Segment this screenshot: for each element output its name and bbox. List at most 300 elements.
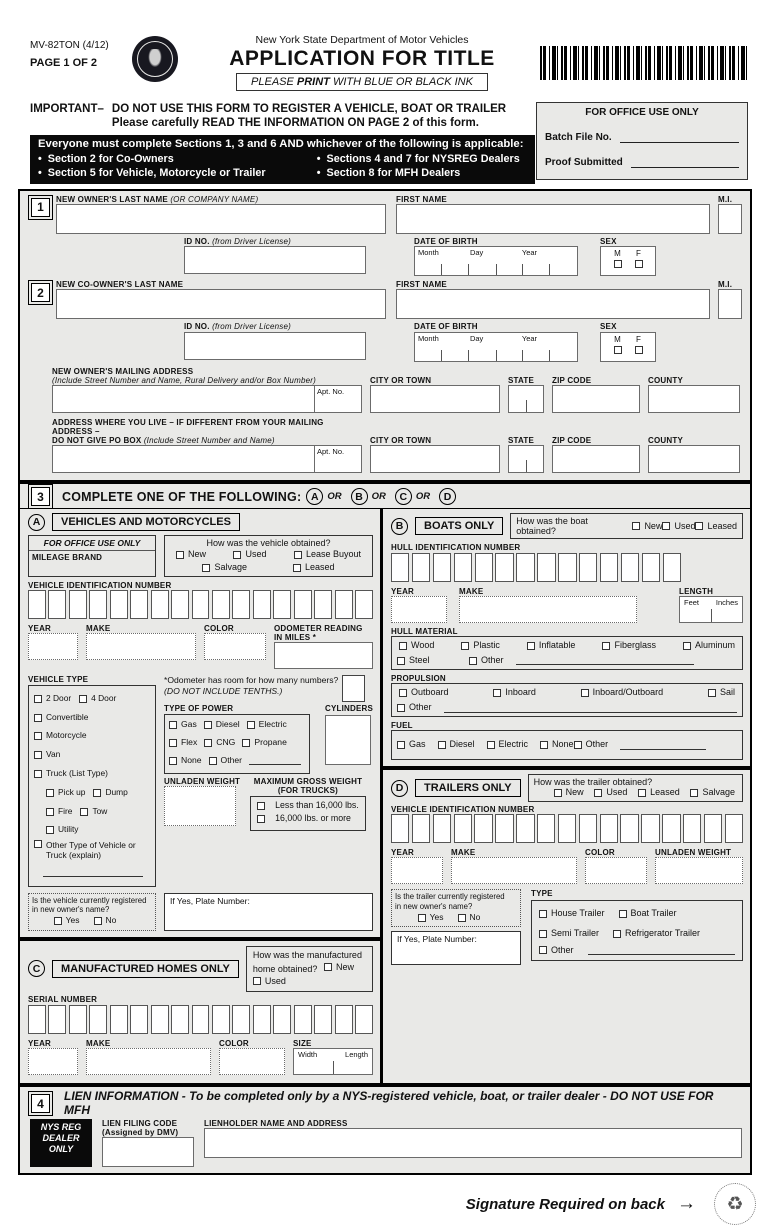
- unladen-weight-field[interactable]: [164, 786, 236, 826]
- checkbox[interactable]: [80, 808, 88, 816]
- mailing-zip-field[interactable]: [552, 385, 640, 413]
- checkbox[interactable]: [202, 564, 210, 572]
- propulsion-other-line[interactable]: [444, 704, 737, 713]
- char-cell[interactable]: [294, 1005, 312, 1034]
- checkbox-option[interactable]: [527, 640, 576, 652]
- checkbox-option[interactable]: [418, 912, 444, 923]
- char-cell[interactable]: [28, 590, 46, 619]
- char-cell[interactable]: [725, 814, 743, 843]
- char-cell[interactable]: [620, 814, 638, 843]
- char-cell[interactable]: [537, 553, 555, 582]
- checkbox-option[interactable]: [46, 806, 72, 817]
- char-cell[interactable]: [253, 1005, 271, 1034]
- lien-filing-code-field[interactable]: [102, 1137, 194, 1167]
- char-cell[interactable]: [232, 1005, 250, 1034]
- checkbox-option[interactable]: [594, 787, 627, 799]
- checkbox[interactable]: [209, 757, 217, 765]
- char-cell[interactable]: [474, 814, 492, 843]
- trailer-vin-label: VEHICLE IDENTIFICATION NUMBER: [391, 804, 535, 814]
- char-cell[interactable]: [130, 590, 148, 619]
- char-cell[interactable]: [110, 1005, 128, 1034]
- checkbox-option[interactable]: [54, 915, 80, 926]
- checkbox-option[interactable]: [695, 521, 737, 533]
- checkbox-label: Electric: [258, 718, 287, 729]
- checkbox-option[interactable]: [204, 737, 235, 748]
- checkbox[interactable]: [708, 689, 716, 697]
- checkbox[interactable]: [294, 551, 302, 559]
- checkbox[interactable]: [257, 815, 265, 823]
- mailing-address-field[interactable]: [52, 385, 314, 413]
- checkbox[interactable]: [632, 522, 640, 530]
- make-label: MAKE: [86, 624, 111, 633]
- owner-dob-field[interactable]: [414, 246, 578, 276]
- checkbox[interactable]: [602, 642, 610, 650]
- checkbox[interactable]: [638, 789, 646, 797]
- char-cell[interactable]: [335, 590, 353, 619]
- trailer-type-other-line[interactable]: [588, 946, 735, 955]
- sex-m-checkbox[interactable]: [614, 346, 622, 354]
- fuel-other-option[interactable]: Other: [574, 739, 609, 751]
- char-cell[interactable]: [662, 814, 680, 843]
- char-cell[interactable]: [558, 814, 576, 843]
- checkbox-label: New: [188, 549, 207, 560]
- checkbox-option[interactable]: [581, 687, 664, 699]
- hull-other-option[interactable]: Other: [469, 655, 504, 667]
- checkbox-option[interactable]: [169, 755, 202, 766]
- checkbox[interactable]: [397, 741, 405, 749]
- fuel-other-line[interactable]: [620, 741, 706, 750]
- bullet-icon: •: [38, 166, 42, 179]
- checkbox[interactable]: [94, 917, 102, 925]
- char-cell[interactable]: [89, 590, 107, 619]
- char-cell[interactable]: [48, 1005, 66, 1034]
- owner-id-field[interactable]: [184, 246, 366, 274]
- checkbox[interactable]: [46, 808, 54, 816]
- mileage-brand-label: MILEAGE BRAND: [32, 553, 103, 563]
- sex-m-checkbox[interactable]: [614, 260, 622, 268]
- mailing-county-field[interactable]: [648, 385, 740, 413]
- char-cell[interactable]: [495, 814, 513, 843]
- lienholder-field[interactable]: [204, 1128, 742, 1158]
- checkbox[interactable]: [169, 721, 177, 729]
- section-c-letter: C: [28, 960, 45, 977]
- checkbox[interactable]: [399, 642, 407, 650]
- mfh-color-field[interactable]: [219, 1048, 285, 1075]
- checkbox[interactable]: [79, 695, 87, 703]
- char-cell[interactable]: [600, 814, 618, 843]
- owner-sex-label: SEX: [600, 236, 617, 246]
- checkbox-option[interactable]: [397, 655, 430, 667]
- checkbox[interactable]: [527, 642, 535, 650]
- propulsion-box: [391, 683, 743, 717]
- cylinders-field[interactable]: [325, 715, 371, 765]
- mileage-office-label: FOR OFFICE USE ONLY: [29, 536, 155, 551]
- dob-year-label: Year: [521, 333, 538, 343]
- checkbox[interactable]: [242, 739, 250, 747]
- checkbox[interactable]: [613, 930, 621, 938]
- mailing-city-field[interactable]: [370, 385, 500, 413]
- char-cell[interactable]: [412, 553, 430, 582]
- checkbox-option[interactable]: [34, 712, 88, 723]
- trailer-color-field[interactable]: [585, 857, 647, 884]
- checkbox[interactable]: [93, 789, 101, 797]
- checkbox[interactable]: [34, 770, 42, 778]
- checkbox-label: Pick up: [58, 787, 86, 798]
- max-gross-label: MAXIMUM GROSS WEIGHT (FOR TRUCKS): [253, 776, 363, 795]
- char-cell[interactable]: [130, 1005, 148, 1034]
- checkbox-label: Steel: [409, 654, 430, 665]
- or-label: OR: [415, 491, 431, 503]
- char-cell[interactable]: [579, 553, 597, 582]
- checkbox-option[interactable]: [487, 739, 529, 751]
- checkbox-option[interactable]: [80, 806, 107, 817]
- checkbox-option[interactable]: [46, 787, 85, 798]
- trailer-vin-cells: [391, 814, 743, 843]
- char-cell[interactable]: [537, 814, 555, 843]
- checkbox[interactable]: [257, 802, 265, 810]
- checkbox-option[interactable]: [257, 813, 359, 824]
- checkbox[interactable]: [169, 757, 177, 765]
- nys-seal-icon: [132, 36, 178, 82]
- mfh-make-field[interactable]: [86, 1048, 211, 1075]
- trailer-year-field[interactable]: [391, 857, 443, 884]
- char-cell[interactable]: [579, 814, 597, 843]
- checkbox-option[interactable]: [438, 739, 475, 751]
- residence-address-field[interactable]: [52, 445, 314, 473]
- checkbox-option[interactable]: [34, 730, 87, 741]
- zip-label: ZIP CODE: [552, 436, 592, 446]
- checkbox[interactable]: [539, 946, 547, 954]
- checkbox-option[interactable]: [294, 549, 361, 561]
- checkbox-option[interactable]: [632, 521, 662, 533]
- checkbox-label: Motorcycle: [46, 730, 87, 741]
- char-cell[interactable]: [192, 590, 210, 619]
- checkbox-option[interactable]: [690, 787, 735, 799]
- checkbox-option[interactable]: [247, 719, 287, 730]
- vehicle-color-field[interactable]: [204, 633, 266, 660]
- checkbox-option[interactable]: [602, 640, 656, 652]
- length-inches-label: Inches: [715, 597, 738, 607]
- checkbox-option[interactable]: [34, 693, 71, 704]
- char-cell[interactable]: [495, 553, 513, 582]
- checkbox-option[interactable]: [202, 562, 247, 574]
- checkbox[interactable]: [34, 695, 42, 703]
- coowner-id-field[interactable]: [184, 332, 366, 360]
- checkbox-option[interactable]: [397, 739, 426, 751]
- vehicle-year-field[interactable]: [28, 633, 78, 660]
- coowner-mi-field[interactable]: [718, 289, 742, 319]
- residence-city-field[interactable]: [370, 445, 500, 473]
- checkbox[interactable]: [34, 751, 42, 759]
- checkbox-option[interactable]: [93, 787, 127, 798]
- checkbox-option[interactable]: [540, 739, 574, 751]
- checkbox-label: Used: [264, 975, 286, 986]
- residence-county-field[interactable]: [648, 445, 740, 473]
- checkbox-option[interactable]: [233, 549, 266, 561]
- checkbox[interactable]: [34, 714, 42, 722]
- checkbox-option[interactable]: [619, 908, 677, 920]
- sex-f-checkbox[interactable]: [635, 346, 643, 354]
- checkbox[interactable]: [169, 739, 177, 747]
- owner-first-name-field[interactable]: [396, 204, 710, 234]
- char-cell[interactable]: [412, 814, 430, 843]
- checkbox[interactable]: [438, 741, 446, 749]
- checkbox-label: Lease Buyout: [305, 549, 361, 560]
- barcode: [540, 46, 748, 80]
- checkbox-option[interactable]: [539, 908, 605, 920]
- char-cell[interactable]: [294, 590, 312, 619]
- checkbox[interactable]: [293, 564, 301, 572]
- char-cell[interactable]: [516, 814, 534, 843]
- power-row: [169, 716, 305, 734]
- checkbox-option[interactable]: [613, 928, 700, 940]
- owner-id-label: ID NO. (from Driver License): [184, 236, 291, 246]
- char-cell[interactable]: [48, 590, 66, 619]
- trailer-make-field[interactable]: [451, 857, 577, 884]
- checkbox[interactable]: [397, 704, 405, 712]
- checkbox-label: Inboard/Outboard: [592, 686, 664, 697]
- proof-submitted-label: Proof Submitted: [545, 157, 623, 168]
- vehicle-obtained-question: How was the vehicle obtained?: [206, 538, 331, 549]
- checkbox[interactable]: [46, 826, 54, 834]
- checkbox-option[interactable]: [46, 824, 78, 835]
- checkbox-label: New: [335, 961, 354, 972]
- char-cell[interactable]: [641, 814, 659, 843]
- char-cell[interactable]: [28, 1005, 46, 1034]
- mailing-state-field[interactable]: [508, 385, 544, 413]
- checkbox[interactable]: [458, 914, 466, 922]
- char-cell[interactable]: [516, 553, 534, 582]
- checkbox-option[interactable]: [169, 737, 197, 748]
- checkbox-option[interactable]: [176, 549, 206, 561]
- checkbox[interactable]: [233, 551, 241, 559]
- char-cell[interactable]: [621, 553, 639, 582]
- checkbox-option[interactable]: [79, 693, 116, 704]
- power-other-option[interactable]: Other: [209, 755, 243, 766]
- char-cell[interactable]: [683, 814, 701, 843]
- propulsion-other-option[interactable]: Other: [397, 702, 432, 714]
- checkbox[interactable]: [34, 840, 42, 848]
- char-cell[interactable]: [89, 1005, 107, 1034]
- char-cell[interactable]: [69, 1005, 87, 1034]
- checkbox-option[interactable]: [34, 768, 108, 779]
- checkbox[interactable]: [493, 689, 501, 697]
- section-b-letter: B: [391, 518, 408, 535]
- checkbox[interactable]: [594, 789, 602, 797]
- checkbox-option[interactable]: [683, 640, 735, 652]
- batch-file-line[interactable]: [620, 133, 739, 143]
- checkbox-option[interactable]: [242, 737, 287, 748]
- coowner-first-name-field[interactable]: [396, 289, 710, 319]
- checkbox-option[interactable]: [458, 912, 481, 923]
- char-cell[interactable]: [192, 1005, 210, 1034]
- checkbox[interactable]: [469, 657, 477, 665]
- odometer-digits-field[interactable]: [342, 675, 365, 702]
- checkbox[interactable]: [690, 789, 698, 797]
- vt-explain-line[interactable]: [43, 868, 143, 877]
- char-cell[interactable]: [454, 553, 472, 582]
- char-cell[interactable]: [454, 814, 472, 843]
- char-cell[interactable]: [475, 553, 493, 582]
- char-cell[interactable]: [273, 1005, 291, 1034]
- checkbox[interactable]: [418, 914, 426, 922]
- checkbox[interactable]: [46, 789, 54, 797]
- boat-obtained-options: [632, 521, 737, 533]
- coowner-dob-field[interactable]: [414, 332, 578, 362]
- char-cell[interactable]: [355, 1005, 373, 1034]
- power-other-line[interactable]: [249, 756, 301, 765]
- char-cell[interactable]: [273, 590, 291, 619]
- checkbox-option[interactable]: [257, 800, 359, 811]
- bullet-icon: •: [316, 166, 321, 179]
- checkbox-option[interactable]: [539, 928, 599, 940]
- boat-year-field[interactable]: [391, 596, 447, 623]
- char-cell[interactable]: [212, 1005, 230, 1034]
- section-b-title: BOATS ONLY: [415, 517, 503, 535]
- char-cell[interactable]: [69, 590, 87, 619]
- checkbox-option[interactable]: [324, 962, 354, 974]
- char-cell[interactable]: [663, 553, 681, 582]
- char-cell[interactable]: [151, 1005, 169, 1034]
- checkbox-option[interactable]: [253, 976, 286, 988]
- checkbox[interactable]: [487, 741, 495, 749]
- checkbox-option[interactable]: [34, 749, 60, 760]
- checkbox-option[interactable]: [293, 562, 335, 574]
- checkbox[interactable]: [662, 522, 670, 530]
- serial-number-label: SERIAL NUMBER: [28, 995, 98, 1005]
- residence-apt-field[interactable]: Apt. No.: [314, 445, 362, 473]
- checkbox-option[interactable]: [461, 640, 500, 652]
- city-label: CITY OR TOWN: [370, 375, 432, 385]
- year-label: YEAR: [28, 1038, 52, 1048]
- checkbox-label: Salvage: [214, 562, 247, 573]
- char-cell[interactable]: [704, 814, 722, 843]
- residence-zip-field[interactable]: [552, 445, 640, 473]
- banner-item-label: Section 8 for MFH Dealers: [326, 166, 461, 179]
- proof-submitted-line[interactable]: [631, 158, 739, 168]
- print-notice-text: PLEASE: [251, 76, 297, 88]
- checkbox-option[interactable]: [493, 687, 536, 699]
- checkbox-label: Used: [606, 787, 628, 798]
- char-cell[interactable]: [642, 553, 660, 582]
- checkbox[interactable]: [695, 522, 703, 530]
- checkbox-option[interactable]: [662, 521, 695, 533]
- checkbox-option[interactable]: [399, 640, 434, 652]
- char-cell[interactable]: [314, 590, 332, 619]
- checkbox-option[interactable]: [708, 687, 735, 699]
- checkbox-option[interactable]: [399, 687, 449, 699]
- vt-row: [34, 784, 151, 802]
- checkbox-option[interactable]: [554, 787, 584, 799]
- trailer-unladen-field[interactable]: [655, 857, 743, 884]
- char-cell[interactable]: [433, 814, 451, 843]
- char-cell[interactable]: [600, 553, 618, 582]
- checkbox-option[interactable]: [94, 915, 117, 926]
- owner-mi-field[interactable]: [718, 204, 742, 234]
- checkbox[interactable]: [54, 917, 62, 925]
- char-cell[interactable]: [391, 553, 409, 582]
- print-notice-text2: WITH BLUE OR BLACK INK: [329, 76, 473, 88]
- checkbox[interactable]: [397, 657, 405, 665]
- char-cell[interactable]: [355, 590, 373, 619]
- propulsion-row1: [397, 686, 737, 700]
- checkbox[interactable]: [619, 910, 627, 918]
- checkbox[interactable]: [461, 642, 469, 650]
- mailing-apt-field[interactable]: Apt. No.: [314, 385, 362, 413]
- checkbox[interactable]: [204, 739, 212, 747]
- checkbox[interactable]: [540, 741, 548, 749]
- char-cell[interactable]: [335, 1005, 353, 1034]
- unladen-weight-label: UNLADEN WEIGHT: [164, 776, 241, 786]
- owner-last-name-field[interactable]: [56, 204, 386, 234]
- checkbox-option[interactable]: [169, 719, 197, 730]
- mfh-year-field[interactable]: [28, 1048, 78, 1075]
- char-cell[interactable]: [171, 590, 189, 619]
- char-cell[interactable]: [171, 1005, 189, 1034]
- checkbox[interactable]: [247, 721, 255, 729]
- checkbox[interactable]: [399, 689, 407, 697]
- char-cell[interactable]: [433, 553, 451, 582]
- vt-other-option[interactable]: Other Type of Vehicle or Truck (explain): [34, 840, 151, 861]
- checkbox-label: Aluminum: [694, 640, 735, 650]
- trailer-plate-box[interactable]: [391, 931, 521, 965]
- vehicle-make-field[interactable]: [86, 633, 196, 660]
- batch-file-label: Batch File No.: [545, 132, 612, 143]
- checkbox-label: Tow: [92, 806, 108, 817]
- banner-item-label: Sections 4 and 7 for NYSREG Dealers: [326, 152, 520, 165]
- vt-row: [34, 709, 151, 745]
- char-cell[interactable]: [232, 590, 250, 619]
- checkbox-label: Less than 16,000 lbs.: [275, 799, 359, 810]
- char-cell[interactable]: [558, 553, 576, 582]
- char-cell[interactable]: [151, 590, 169, 619]
- checkbox[interactable]: [204, 721, 212, 729]
- checkbox[interactable]: [683, 642, 691, 650]
- checkbox[interactable]: [554, 789, 562, 797]
- vehicle-plate-box[interactable]: [164, 893, 373, 931]
- odometer-field[interactable]: [274, 642, 373, 669]
- checkbox[interactable]: [253, 977, 261, 985]
- boat-length-field[interactable]: [679, 596, 743, 623]
- char-cell[interactable]: [391, 814, 409, 843]
- char-cell[interactable]: [212, 590, 230, 619]
- sex-f-checkbox[interactable]: [635, 260, 643, 268]
- residence-state-field[interactable]: [508, 445, 544, 473]
- checkbox-option[interactable]: [204, 719, 240, 730]
- checkbox-label: Dump: [105, 787, 128, 798]
- checkbox-label: Leased: [707, 520, 737, 531]
- checkbox[interactable]: [581, 689, 589, 697]
- char-cell[interactable]: [110, 590, 128, 619]
- trailer-type-row2: [539, 925, 735, 943]
- mfh-size-field[interactable]: [293, 1048, 373, 1075]
- checkbox[interactable]: [539, 930, 547, 938]
- hull-other-line[interactable]: [516, 656, 694, 665]
- checkbox[interactable]: [324, 963, 332, 971]
- checkbox[interactable]: [574, 741, 582, 749]
- checkbox-option[interactable]: [638, 787, 680, 799]
- checkbox[interactable]: [34, 732, 42, 740]
- checkbox[interactable]: [539, 910, 547, 918]
- vehicle-obtained-options-row1: [170, 548, 367, 561]
- trailer-type-other-option[interactable]: Other: [539, 945, 574, 957]
- coowner-last-name-field[interactable]: [56, 289, 386, 319]
- char-cell[interactable]: [253, 590, 271, 619]
- boat-make-field[interactable]: [459, 596, 637, 623]
- char-cell[interactable]: [314, 1005, 332, 1034]
- agency-name: New York State Department of Motor Vehicles: [255, 34, 469, 46]
- checkbox[interactable]: [176, 551, 184, 559]
